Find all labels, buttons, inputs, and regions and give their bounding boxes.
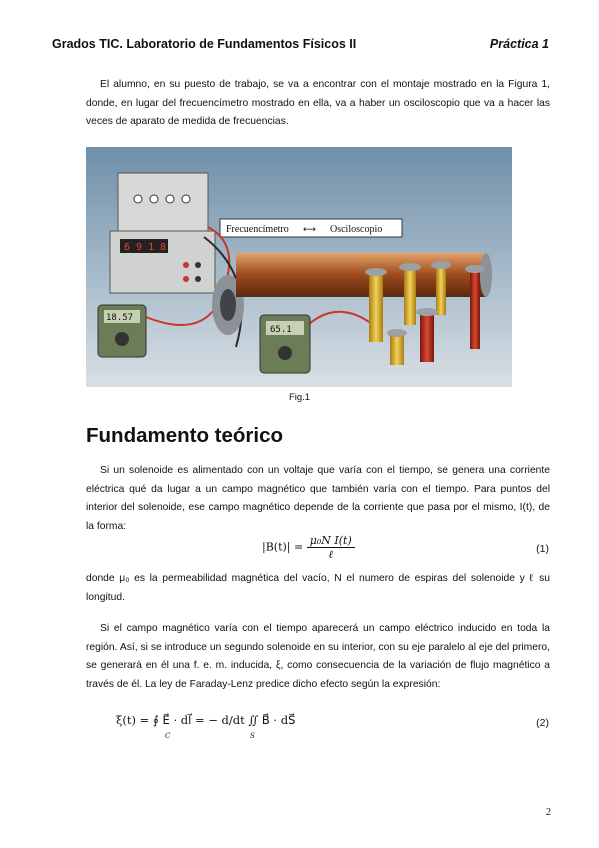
- multimeter-1-display: 18.57: [106, 313, 134, 323]
- equation-2-expression: ξ(t) = ∮ E⃗ · dl⃗ = − d/dt ∬ B⃗ · dS⃗: [116, 713, 296, 727]
- paragraph-definitions: donde μ₀ es la permeabilidad magnética del vacío, N el numero de espiras del solenoide y ℓ su longitud.: [86, 573, 550, 603]
- equation-2-subscript-s: S: [250, 732, 255, 740]
- page-number: 2: [546, 807, 551, 818]
- paragraph-faraday: Si el campo magnético varía con el tiempo aparecerá un campo eléctrico inducido en toda la región. Así, si se introduce un segundo solenoide en su interior, con su eje paralelo al eje del primero, se generará en él una f. e. m. inducida, ξ, como consecuencia de la variación de flujo magnético a través de él. La ley de Faraday-Lenz predice dicho efecto según la expresión:: [86, 623, 550, 690]
- equation-1-numerator: μ₀N I(t): [307, 534, 355, 548]
- equation-1-lhs: |B(t)| =: [262, 540, 304, 554]
- header-practice-label: Práctica 1: [489, 37, 549, 51]
- equation-1: [262, 534, 355, 561]
- lab-setup-illustration: [86, 147, 512, 387]
- multimeter-2-display: 65.1: [270, 325, 292, 335]
- equation-1-number: (1): [536, 543, 549, 555]
- figure-label-oscilloscope: Osciloscopio: [330, 224, 383, 235]
- header-course-title: Grados TIC. Laboratorio de Fundamentos Físicos II: [52, 37, 357, 51]
- equation-2: [116, 713, 295, 727]
- figure-1-photo: [86, 147, 512, 387]
- intro-paragraph: El alumno, en su puesto de trabajo, se va a encontrar con el montaje mostrado en la Figura 1, donde, en lugar del frecuencímetro mostrado en ella, va a haber un osciloscopio que va a hacer las veces de aparato de medida de frecuencias.: [86, 79, 550, 127]
- paragraph-solenoid: Si un solenoide es alimentado con un voltaje que varía con el tiempo, se genera una corriente eléctrica qué da lugar a un campo magnético que también varía con el tiempo. Para puntos del interior del solenoide, ese campo magnético depende de la corriente que pasa por el mismo, I(t), de la forma:: [86, 465, 550, 532]
- equation-2-number: (2): [536, 717, 549, 729]
- double-arrow-icon: ⟷: [303, 225, 316, 235]
- figure-label-frequency-meter: Frecuencímetro: [226, 224, 289, 235]
- equation-1-denominator: ℓ: [328, 548, 334, 561]
- section-heading: Fundamento teórico: [86, 424, 284, 447]
- frequency-display: 6 9 1 8: [124, 242, 167, 253]
- figure-caption: Fig.1: [288, 392, 311, 403]
- equation-1-fraction: [307, 534, 355, 561]
- equation-2-subscript-c: C: [165, 732, 171, 740]
